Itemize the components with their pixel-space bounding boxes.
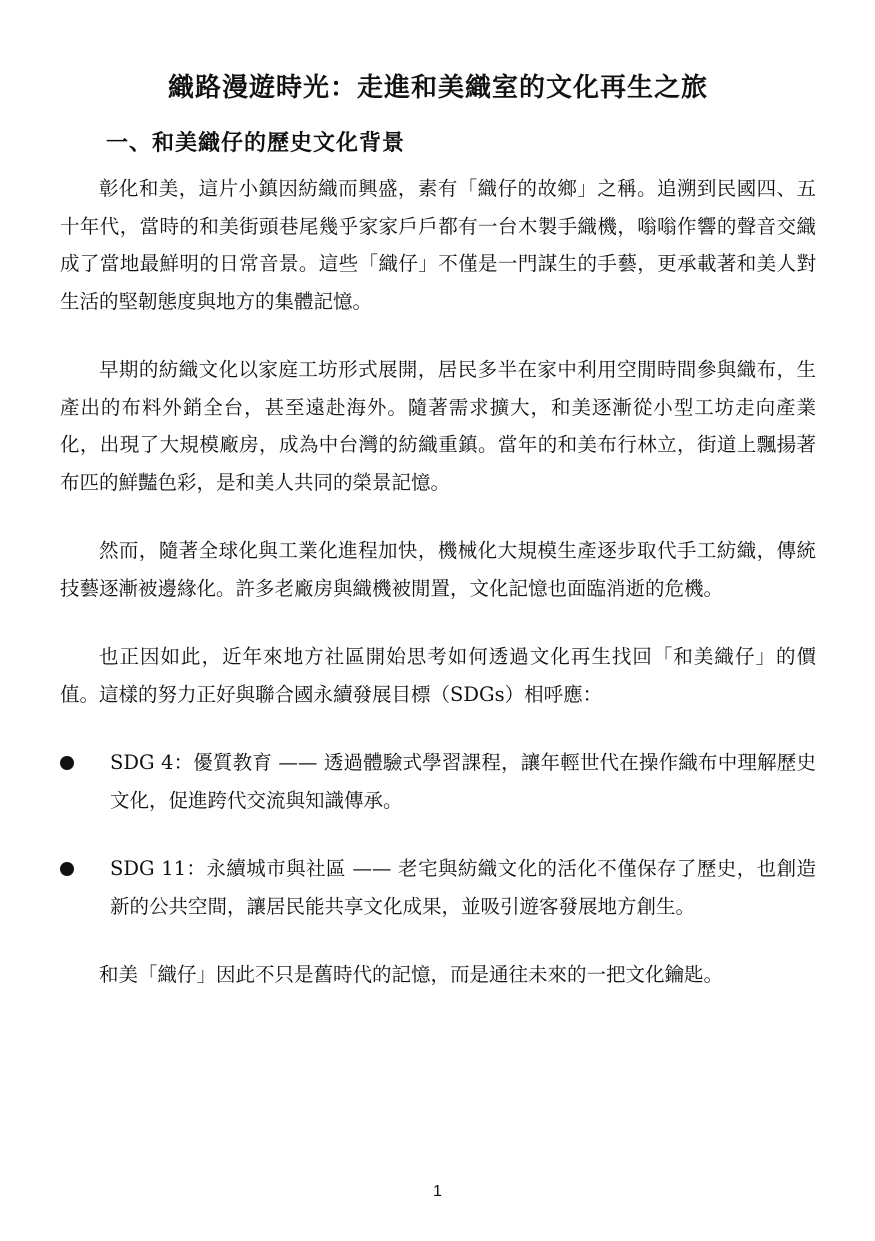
document-title: 織路漫遊時光：走進和美織室的文化再生之旅 bbox=[167, 73, 708, 103]
bullet-item-sdg11 bbox=[60, 850, 816, 925]
bullet-text: SDG 11：永續城市與社區 —— 老宅與紡織文化的活化不僅保存了歷史，也創造新的公共空間，讓居民能共享文化成果，並吸引遊客發展地方創生。 bbox=[110, 857, 816, 918]
bullet-item-sdg4 bbox=[60, 744, 816, 819]
paragraph-4: 也正因如此，近年來地方社區開始思考如何透過文化再生找回「和美織仔」的價值。這樣的努力正好與聯合國永續發展目標（SDGs）相呼應： bbox=[60, 645, 816, 706]
bullet-dot-icon bbox=[60, 862, 74, 876]
bullet-text: SDG 4：優質教育 —— 透過體驗式學習課程，讓年輕世代在操作織布中理解歷史文化，促進跨代交流與知識傳承。 bbox=[110, 751, 816, 812]
paragraph-2: 早期的紡織文化以家庭工坊形式展開，居民多半在家中利用空閒時間參與織布，生產出的布料外銷全台，甚至遠赴海外。隨著需求擴大，和美逐漸從小型工坊走向產業化，出現了大規模廠房，成為中台灣的紡織重鎮。當年的和美布行林立，街道上飄揚著布匹的鮮豔色彩，是和美人共同的榮景記憶。 bbox=[60, 358, 816, 494]
section-heading: 一、和美織仔的歷史文化背景 bbox=[106, 131, 406, 156]
paragraph-1: 彰化和美，這片小鎮因紡織而興盛，素有「織仔的故鄉」之稱。追溯到民國四、五十年代，當時的和美街頭巷尾幾乎家家戶戶都有一台木製手織機，嗡嗡作響的聲音交織成了當地最鮮明的日常音景。這些「織仔」不僅是一門謀生的手藝，更承載著和美人對生活的堅韌態度與地方的集體記憶。 bbox=[60, 177, 816, 313]
sdg-bullet-list bbox=[60, 744, 816, 925]
page-number: 1 bbox=[433, 1183, 442, 1200]
closing-paragraph: 和美「織仔」因此不只是舊時代的記憶，而是通往未來的一把文化鑰匙。 bbox=[99, 963, 724, 986]
paragraph-3: 然而，隨著全球化與工業化進程加快，機械化大規模生產逐步取代手工紡織，傳統技藝逐漸被邊緣化。許多老廠房與織機被閒置，文化記憶也面臨消逝的危機。 bbox=[60, 539, 816, 600]
bullet-dot-icon bbox=[60, 756, 74, 770]
document-page bbox=[60, 66, 816, 1025]
